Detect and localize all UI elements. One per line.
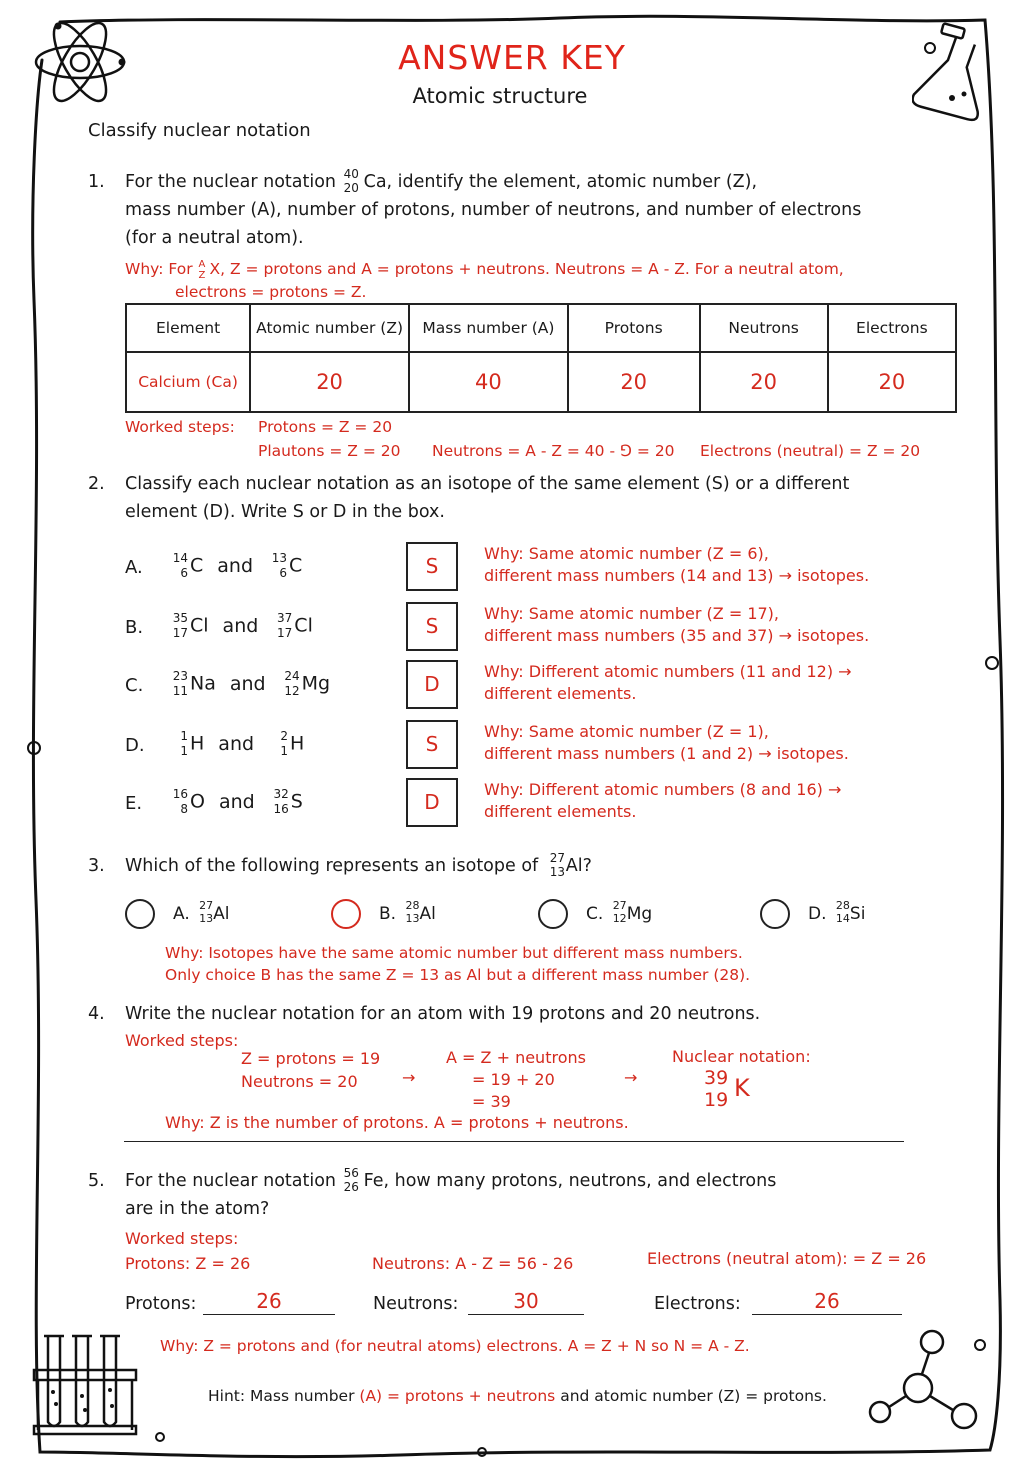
- q4-column-1: Z = protons = 19 Neutrons = 20: [241, 1049, 381, 1091]
- q1-symbol-index: 40 20: [343, 167, 359, 195]
- q1-step2: Plautons = Z = 20: [258, 442, 401, 460]
- q1-worked-label: Worked steps:: [125, 418, 235, 436]
- neutrons-label: Neutrons:: [373, 1294, 459, 1314]
- protons-label: Protons:: [125, 1294, 197, 1314]
- q3-number: 3.: [88, 856, 105, 876]
- table-cell-element: Calcium (Ca): [126, 352, 250, 412]
- q4-nuclear-label: Nuclear notation:: [672, 1047, 811, 1066]
- table-header: Neutrons: [700, 304, 828, 352]
- q2-answer-box: D: [406, 778, 458, 827]
- q2-item-why: Why: Same atomic number (Z = 17), different mass numbers (35 and 37) → isotopes.: [484, 604, 870, 645]
- q2-answer-box: S: [406, 542, 458, 591]
- q5-step3: Electrons (neutral atom): = Z = 26: [647, 1249, 927, 1268]
- q4-why: Why: Z is the number of protons. A = protons + neutrons.: [165, 1113, 629, 1132]
- q2-item-letter: A.: [125, 557, 143, 578]
- q3-option-label: C. 27 12 Mg: [586, 899, 653, 925]
- q1-symbol-element: Ca: [363, 172, 387, 192]
- page-title: ANSWER KEY: [398, 38, 626, 77]
- q5-number: 5.: [88, 1171, 105, 1191]
- q1-step3: Neutrons = A - Z = 40 - ⅁ = 20: [432, 442, 675, 460]
- q1-line1a: For the nuclear notation: [125, 172, 337, 192]
- q2-item-notation: 23 11 Na and 24 12 Mg: [172, 669, 331, 698]
- q5-step1: Protons: Z = 26: [125, 1254, 251, 1273]
- q3-text: Which of the following represents an isotope of 27 13 Al?: [125, 851, 592, 879]
- q4-text: Write the nuclear notation for an atom with 19 protons and 20 neutrons.: [125, 1004, 761, 1024]
- q2-item-why: Why: Same atomic number (Z = 6), different mass numbers (14 and 13) → isotopes.: [484, 544, 870, 585]
- table-header: Mass number (A): [409, 304, 568, 352]
- table-cell-a: 40: [409, 352, 568, 412]
- arrow-icon: →: [624, 1068, 638, 1087]
- q3-option-label: A. 27 13 Al: [173, 899, 230, 925]
- table-cell-neutrons: 20: [700, 352, 828, 412]
- q2-item-notation: 1 1 H and 2 1 H: [180, 729, 305, 758]
- radio-circle[interactable]: [538, 899, 568, 929]
- q1-why: Why: For A Z X, Z = protons and A = protons + neutrons. Neutrons = A - Z. For a neutral atom, electrons = protons = Z.: [125, 258, 844, 301]
- table-header: Protons: [568, 304, 700, 352]
- q3-option-label: B. 28 13 Al: [379, 899, 436, 925]
- q1-number: 1.: [88, 172, 105, 192]
- q2-item-notation: 16 8 O and 32 16 S: [172, 787, 303, 816]
- electrons-answer: 26: [752, 1290, 902, 1315]
- q5-why: Why: Z = protons and (for neutral atoms) electrons. A = Z + N so N = A - Z.: [160, 1337, 750, 1355]
- q4-worked-label: Worked steps:: [125, 1031, 239, 1050]
- q4-number: 4.: [88, 1004, 105, 1024]
- q5-text: For the nuclear notation 56 26 Fe, how many protons, neutrons, and electrons are in the atom?: [125, 1166, 777, 1219]
- page-subtitle: Atomic structure: [412, 84, 588, 108]
- arrow-icon: →: [402, 1068, 416, 1087]
- q4-answer-element: K: [734, 1074, 750, 1102]
- q1-step1: Protons = Z = 20: [258, 418, 393, 436]
- q2-item-notation: 35 17 Cl and 37 17 Cl: [172, 611, 313, 640]
- q2-item-why: Why: Same atomic number (Z = 1), different mass numbers (1 and 2) → isotopes.: [484, 722, 849, 763]
- table-cell-electrons: 20: [828, 352, 956, 412]
- molecule-icon: [860, 1322, 1000, 1442]
- table-header: Atomic number (Z): [250, 304, 409, 352]
- table-header: Element: [126, 304, 250, 352]
- q2-item-why: Why: Different atomic numbers (11 and 12) → different elements.: [484, 662, 852, 703]
- radio-circle[interactable]: [760, 899, 790, 929]
- q2-answer-box: S: [406, 602, 458, 651]
- q4-column-2: A = Z + neutrons = 19 + 20 = 39: [446, 1048, 586, 1111]
- divider: [124, 1141, 904, 1142]
- section-heading: Classify nuclear notation: [88, 120, 311, 141]
- electrons-label: Electrons:: [654, 1294, 741, 1314]
- q1-line1b: , identify the element, atomic number (Z),: [386, 172, 758, 192]
- q2-answer-box: D: [406, 660, 458, 709]
- q5-step2: Neutrons: A - Z = 56 - 26: [372, 1254, 574, 1273]
- radio-circle[interactable]: [125, 899, 155, 929]
- q1-text: [125, 168, 985, 252]
- q1-answer-table: [125, 303, 957, 413]
- test-tube-rack-icon: [30, 1330, 140, 1440]
- q1-line2: mass number (A), number of protons, number of neutrons, and number of electrons: [125, 200, 862, 220]
- q2-number: 2.: [88, 474, 105, 494]
- q3-option-label: D. 28 14 Si: [808, 899, 866, 925]
- q4-answer-index: 39 19: [704, 1067, 729, 1111]
- q2-text: Classify each nuclear notation as an isotope of the same element (S) or a different element (D). Write S or D in the box.: [125, 474, 850, 522]
- table-cell-protons: 20: [568, 352, 700, 412]
- hint: Hint: Mass number (A) = protons + neutrons and atomic number (Z) = protons.: [208, 1387, 827, 1405]
- neutrons-answer: 30: [468, 1290, 584, 1315]
- q2-item-letter: C.: [125, 675, 144, 696]
- q2-item-notation: 14 6 C and 13 6 C: [172, 551, 303, 580]
- table-header: Electrons: [828, 304, 956, 352]
- q2-answer-box: S: [406, 720, 458, 769]
- q2-item-letter: E.: [125, 793, 143, 814]
- protons-answer: 26: [203, 1290, 335, 1315]
- q2-item-letter: D.: [125, 735, 145, 756]
- table-cell-z: 20: [250, 352, 409, 412]
- q2-item-why: Why: Different atomic numbers (8 and 16) → different elements.: [484, 780, 842, 821]
- q1-line3: (for a neutral atom).: [125, 228, 304, 248]
- q2-item-letter: B.: [125, 617, 144, 638]
- radio-circle[interactable]: [331, 899, 361, 929]
- q1-step4: Electrons (neutral) = Z = 20: [700, 442, 921, 460]
- q3-why: Why: Isotopes have the same atomic number but different mass numbers. Only choice B has the same Z = 13 as Al but a different mass number (28).: [165, 944, 751, 984]
- q5-worked-label: Worked steps:: [125, 1229, 239, 1248]
